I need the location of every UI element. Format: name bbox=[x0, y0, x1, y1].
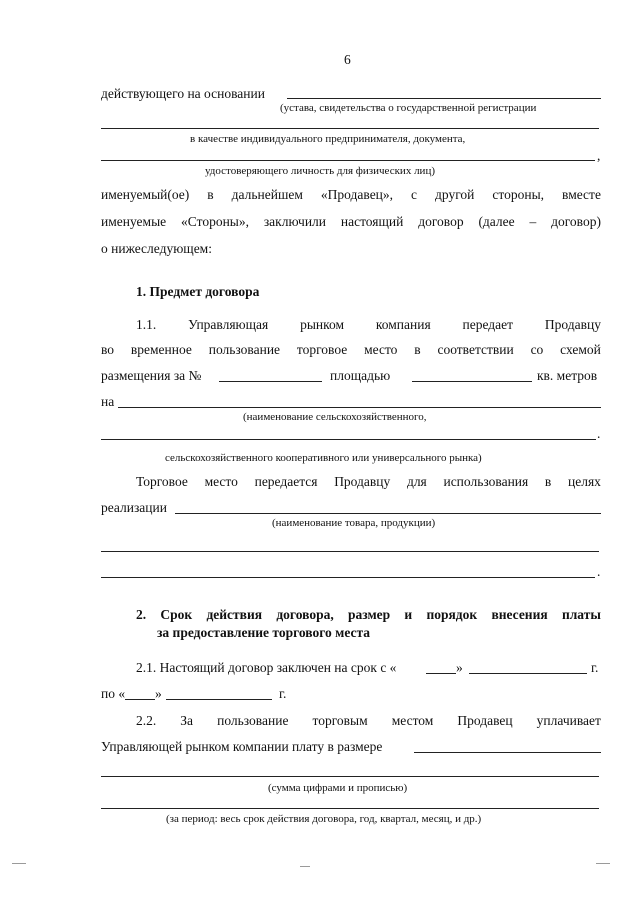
basis-blank-line-3[interactable] bbox=[101, 160, 595, 161]
word: со bbox=[530, 342, 544, 357]
basis-blank-line[interactable] bbox=[287, 98, 601, 99]
word: компания bbox=[375, 317, 431, 332]
clause-1-1-line2 bbox=[101, 342, 601, 358]
scan-artifact bbox=[300, 866, 310, 867]
word: настоящий bbox=[340, 214, 404, 229]
word: временное bbox=[130, 342, 192, 357]
word: во bbox=[101, 342, 115, 357]
word: 1.1. bbox=[136, 317, 157, 332]
clause-1-1-line1 bbox=[136, 317, 601, 333]
word: с bbox=[411, 187, 418, 202]
term-from-day-blank[interactable] bbox=[426, 673, 456, 674]
quote-close: » bbox=[155, 686, 162, 701]
area-blank[interactable] bbox=[412, 381, 532, 382]
scan-artifact bbox=[12, 863, 26, 864]
word: целях bbox=[567, 474, 601, 489]
term-from-label: 2.1. Настоящий договор заключен на срок с « bbox=[136, 660, 397, 675]
area-label: площадью bbox=[330, 368, 391, 383]
word: стороны, bbox=[492, 187, 545, 202]
note-identity: удостоверяющего личность для физических лиц) bbox=[205, 165, 435, 177]
scheme-number-label: размещения за № bbox=[101, 368, 202, 383]
scan-artifact bbox=[596, 863, 610, 864]
goods-blank-2[interactable] bbox=[101, 551, 599, 552]
term-from-month-blank[interactable] bbox=[469, 673, 587, 674]
word: «Продавец», bbox=[320, 187, 394, 202]
note-market-name: (наименование сельскохозяйственного, bbox=[243, 411, 427, 423]
word: уплачивает bbox=[536, 713, 601, 728]
word: внесения bbox=[491, 607, 548, 622]
word: Срок bbox=[160, 607, 193, 622]
section2-title-line2: за предоставление торгового места bbox=[157, 625, 371, 640]
word: договор bbox=[418, 214, 464, 229]
note-sum: (сумма цифрами и прописью) bbox=[268, 782, 408, 794]
word: торговым bbox=[312, 713, 368, 728]
word: действия bbox=[206, 607, 263, 622]
purpose-line bbox=[136, 474, 601, 490]
word: передается bbox=[254, 474, 318, 489]
scheme-number-blank[interactable] bbox=[219, 381, 322, 382]
word: вместе bbox=[562, 187, 601, 202]
word: в bbox=[414, 342, 421, 357]
word: торговое bbox=[296, 342, 348, 357]
word: именуемые bbox=[101, 214, 167, 229]
word: соответствии bbox=[437, 342, 514, 357]
term-to-month-blank[interactable] bbox=[166, 699, 272, 700]
word: заключили bbox=[263, 214, 327, 229]
word: пользование bbox=[208, 342, 281, 357]
sale-label: реализации bbox=[101, 500, 167, 515]
basis-blank-line-2[interactable] bbox=[101, 128, 599, 129]
word: Продавцу bbox=[334, 474, 391, 489]
note-market-type: сельскохозяйственного кооперативного или универсального рынка) bbox=[165, 452, 482, 464]
word: в bbox=[207, 187, 214, 202]
word: договор) bbox=[551, 214, 601, 229]
word: 2.2. bbox=[136, 713, 157, 728]
term-to-label: по « bbox=[101, 686, 126, 701]
word: именуемый(ое) bbox=[101, 187, 190, 202]
word: «Стороны», bbox=[181, 214, 249, 229]
year-abbrev: г. bbox=[279, 686, 287, 701]
term-to-day-blank[interactable] bbox=[125, 699, 155, 700]
word: и bbox=[404, 607, 413, 622]
market-name-blank-2[interactable] bbox=[101, 439, 596, 440]
payment-amount-blank-2[interactable] bbox=[101, 776, 599, 777]
sq-meters-label: кв. метров bbox=[537, 368, 598, 383]
note-goods: (наименование товара, продукции) bbox=[272, 517, 436, 529]
word: – bbox=[529, 214, 537, 229]
word: Продавец bbox=[457, 713, 513, 728]
following-text: о нижеследующем: bbox=[101, 241, 212, 256]
word: для bbox=[406, 474, 427, 489]
word: (далее bbox=[478, 214, 515, 229]
note-charter: (устава, свидетельства о государственной регистрации bbox=[280, 102, 537, 114]
word: в bbox=[544, 474, 552, 489]
note-period: (за период: весь срок действия договора, год, квартал, месяц, и др.) bbox=[166, 813, 482, 825]
word: место bbox=[204, 474, 238, 489]
word: размер bbox=[347, 607, 391, 622]
parties-named-line bbox=[101, 214, 601, 230]
word: 2. bbox=[136, 607, 147, 622]
acting-on-basis-text: действующего на основании bbox=[101, 86, 265, 101]
word: место bbox=[364, 342, 398, 357]
word: дальнейшем bbox=[231, 187, 303, 202]
word: За bbox=[180, 713, 194, 728]
market-name-blank[interactable] bbox=[118, 407, 601, 408]
word: рынком bbox=[300, 317, 345, 332]
word: платы bbox=[561, 607, 601, 622]
word: схемой bbox=[560, 342, 601, 357]
seller-named-line bbox=[101, 187, 601, 203]
payment-amount-label: Управляющей рынком компании плату в размере bbox=[101, 739, 383, 754]
market-on-label: на bbox=[101, 394, 115, 409]
note-ip: в качестве индивидуального предпринимателя, документа, bbox=[190, 133, 466, 145]
page-number: 6 bbox=[344, 52, 351, 67]
goods-blank-3[interactable] bbox=[101, 577, 595, 578]
word: Продавцу bbox=[544, 317, 601, 332]
payment-amount-blank[interactable] bbox=[414, 752, 601, 753]
word: Управляющая bbox=[188, 317, 269, 332]
word: Торговое bbox=[136, 474, 188, 489]
word: использования bbox=[443, 474, 529, 489]
payment-period-blank[interactable] bbox=[101, 808, 599, 809]
word: передает bbox=[462, 317, 514, 332]
section2-title-line1 bbox=[136, 607, 601, 623]
section1-title: 1. Предмет договора bbox=[136, 284, 260, 299]
word: договора, bbox=[276, 607, 334, 622]
word: местом bbox=[391, 713, 434, 728]
quote-close: » bbox=[456, 660, 463, 675]
word: пользование bbox=[217, 713, 289, 728]
word: порядок bbox=[426, 607, 478, 622]
year-abbrev: г. bbox=[591, 660, 599, 675]
clause-2-2-line1 bbox=[136, 713, 601, 729]
word: другой bbox=[435, 187, 475, 202]
goods-blank[interactable] bbox=[175, 513, 601, 514]
trailing-comma: , bbox=[597, 148, 601, 163]
period-mark: . bbox=[597, 426, 601, 441]
period-mark: . bbox=[597, 564, 601, 579]
